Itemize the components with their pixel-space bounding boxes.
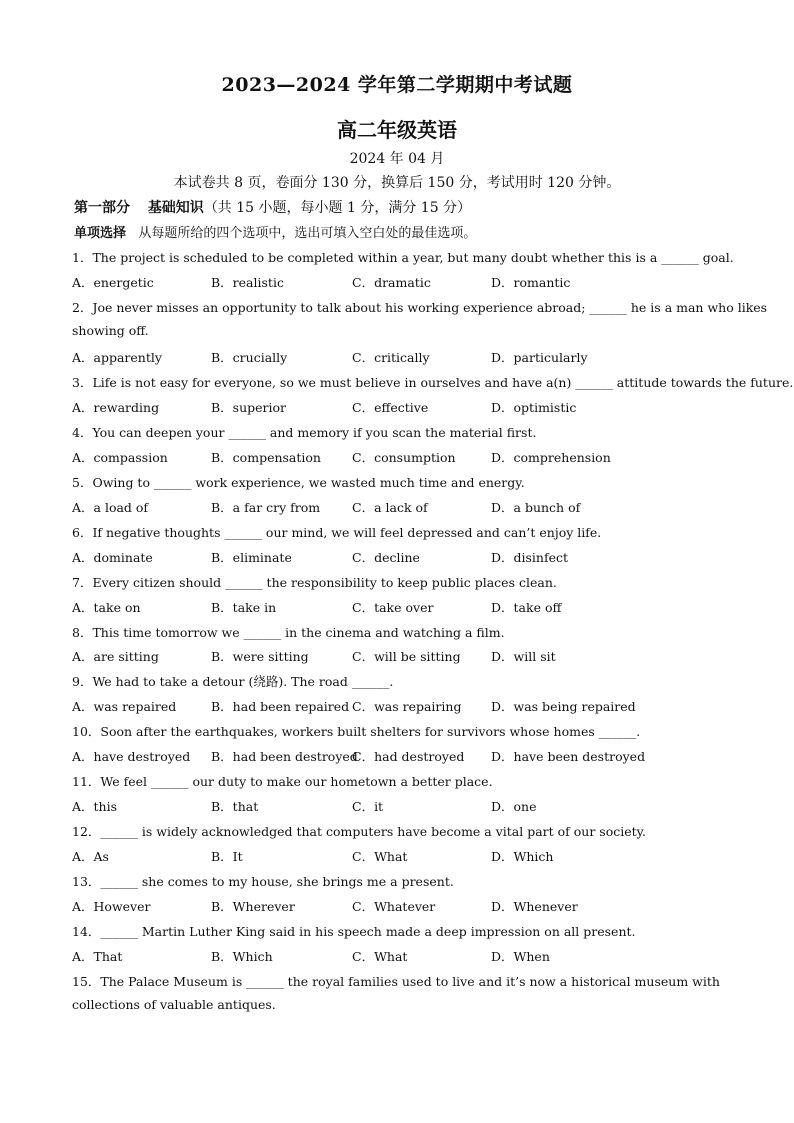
option-d: D．romantic [491, 275, 571, 290]
option-c: C．decline [352, 550, 420, 565]
question-stem-continued: showing off. [72, 323, 149, 338]
options-row [72, 548, 732, 566]
option-b: B．superior [211, 400, 287, 415]
section-detail: （共 15 小题，每小题 1 分，满分 15 分） [203, 200, 472, 216]
question-stem: 4．You can deepen your ______ and memory if you scan the material first. [72, 425, 537, 440]
question-stem: 10．Soon after the earthquakes, workers built shelters for survivors whose homes ______. [72, 724, 641, 739]
section-name: 基础知识 [147, 200, 204, 216]
option-c: C．Whatever [352, 899, 436, 914]
option-d: D．particularly [491, 350, 588, 365]
section-heading [74, 197, 471, 217]
options-row [72, 398, 732, 416]
question-stem: 6．If negative thoughts ______ our mind, we will feel depressed and can’t enjoy life. [72, 525, 602, 540]
question-stem: 12．______ is widely acknowledged that computers have become a vital part of our society. [72, 824, 647, 839]
question-stem: 8．This time tomorrow we ______ in the cinema and watching a film. [72, 625, 505, 640]
question-stem: 15．The Palace Museum is ______ the royal families used to live and it’s now a historical museum with [72, 974, 720, 989]
option-b: B．compensation [211, 450, 321, 465]
option-d: D．will sit [491, 649, 556, 664]
options-row [72, 897, 732, 915]
question-stem-continued: collections of valuable antiques. [72, 997, 276, 1012]
option-b: B．crucially [211, 350, 288, 365]
options-row [72, 448, 732, 466]
option-c: C．a lack of [352, 500, 428, 515]
options-row [72, 273, 732, 291]
option-d: D．disinfect [491, 550, 569, 565]
option-d: D．a bunch of [491, 500, 581, 515]
option-c: C．it [352, 799, 384, 814]
option-a: A．However [72, 899, 151, 914]
option-c: C．What [352, 949, 408, 964]
options-row [72, 797, 732, 815]
question-stem: 3．Life is not easy for everyone, so we must believe in ourselves and have a(n) ______ attitude towards the future. [72, 375, 794, 390]
option-d: D．was being repaired [491, 699, 636, 714]
exam-date: 2024 年 04 月 [349, 151, 445, 167]
option-c: C．effective [352, 400, 429, 415]
option-b: B．Which [211, 949, 273, 964]
option-a: A．That [72, 949, 123, 964]
option-b: B．eliminate [211, 550, 292, 565]
option-d: D．take off [491, 600, 562, 615]
question-stem: 13．______ she comes to my house, she brings me a present. [72, 874, 454, 889]
option-b: B．a far cry from [211, 500, 321, 515]
section-part: 第一部分 [74, 200, 130, 216]
option-c: C．take over [352, 600, 434, 615]
option-b: B．that [211, 799, 259, 814]
instruction-label: 单项选择 [74, 226, 127, 241]
question-stem: 5．Owing to ______ work experience, we wasted much time and energy. [72, 475, 525, 490]
question-stem: 2．Joe never misses an opportunity to talk about his working experience abroad; ______ he is a man who likes [72, 300, 768, 315]
option-a: A．compassion [72, 450, 168, 465]
option-a: A．take on [72, 600, 141, 615]
options-row [72, 947, 732, 965]
exam-subtitle: 高二年级英语 [337, 118, 457, 142]
question-stem: 11．We feel ______ our duty to make our hometown a better place. [72, 774, 493, 789]
question-stem: 1．The project is scheduled to be completed within a year, but many doubt whether this is a ______ goal. [72, 250, 734, 265]
option-a: A．are sitting [72, 649, 159, 664]
option-a: A．was repaired [72, 699, 177, 714]
options-row [72, 647, 732, 665]
option-d: D．Which [491, 849, 554, 864]
options-row [72, 498, 732, 516]
options-row [72, 598, 732, 616]
option-d: D．one [491, 799, 537, 814]
exam-title: 2023—2024 学年第二学期期中考试题 [221, 74, 573, 96]
option-a: A．a load of [72, 500, 149, 515]
option-a: A．As [72, 849, 109, 864]
question-stem: 9．We had to take a detour (绕路). The road ______. [72, 674, 394, 689]
option-c: C．was repairing [352, 699, 462, 714]
options-row [72, 747, 732, 765]
option-b: B．had been repaired [211, 699, 350, 714]
option-b: B．realistic [211, 275, 284, 290]
option-c: C．will be sitting [352, 649, 461, 664]
option-d: D．have been destroyed [491, 749, 646, 764]
option-d: D．comprehension [491, 450, 611, 465]
option-b: B．take in [211, 600, 277, 615]
option-a: A．this [72, 799, 118, 814]
option-a: A．have destroyed [72, 749, 191, 764]
option-a: A．energetic [72, 275, 154, 290]
option-c: C．critically [352, 350, 430, 365]
question-stem: 7．Every citizen should ______ the responsibility to keep public places clean. [72, 575, 557, 590]
option-c: C．What [352, 849, 408, 864]
option-d: D．optimistic [491, 400, 577, 415]
option-a: A．apparently [72, 350, 162, 365]
options-row [72, 348, 732, 366]
option-d: D．When [491, 949, 550, 964]
option-a: A．rewarding [72, 400, 160, 415]
exam-note: 本试卷共 8 页，卷面分 130 分，换算后 150 分，考试用时 120 分钟。 [173, 175, 621, 191]
option-b: B．Wherever [211, 899, 295, 914]
option-d: D．Whenever [491, 899, 578, 914]
option-c: C．dramatic [352, 275, 431, 290]
instruction [74, 222, 476, 241]
options-row [72, 697, 732, 715]
option-b: B．It [211, 849, 243, 864]
question-stem: 14．______ Martin Luther King said in his speech made a deep impression on all present. [72, 924, 636, 939]
option-c: C．had destroyed [352, 749, 465, 764]
option-a: A．dominate [72, 550, 153, 565]
instruction-text: 从每题所给的四个选项中，选出可填入空白处的最佳选项。 [138, 226, 477, 241]
options-row [72, 847, 732, 865]
option-b: B．had been destroyed [211, 749, 358, 764]
option-b: B．were sitting [211, 649, 309, 664]
option-c: C．consumption [352, 450, 456, 465]
